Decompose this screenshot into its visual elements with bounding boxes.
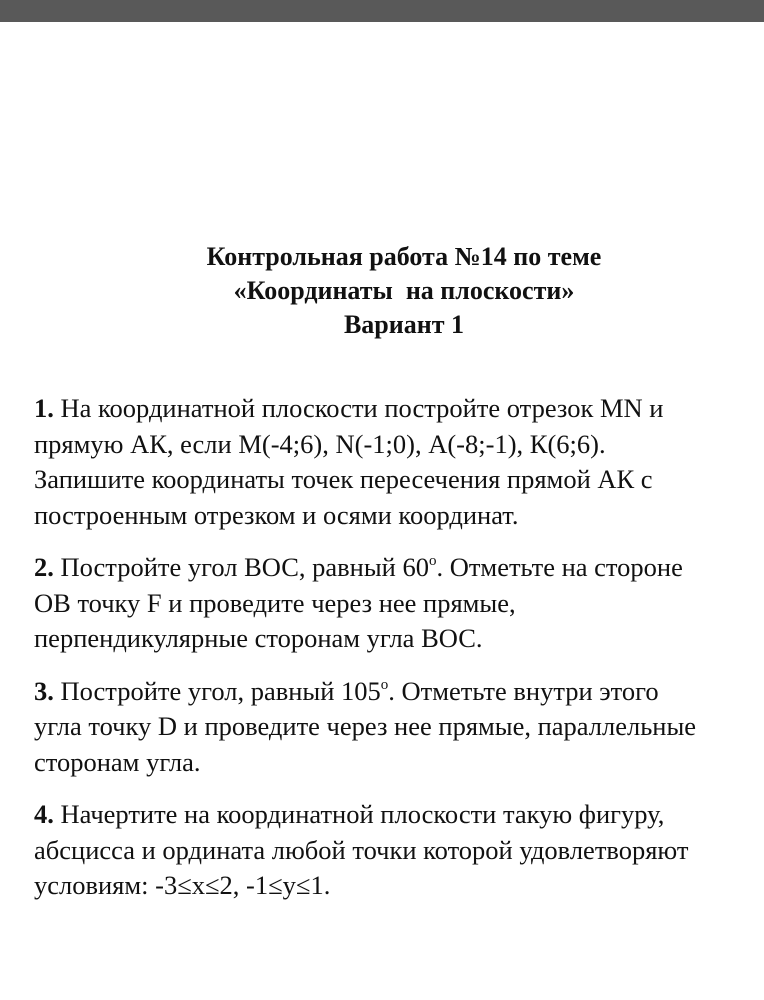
degree-mark: o [380, 676, 389, 693]
task-1-line-2: прямую АК, если М(-4;6), N(-1;0), А(-8;-1), К(6;6). [34, 428, 606, 459]
task-2-line-3: перпендикулярные сторонам угла ВОС. [34, 623, 483, 653]
task-1-line-3: Запишите координаты точек пересечения прямой АК с [34, 464, 653, 494]
task-3-line-1 [34, 674, 764, 710]
task-2-number: 2. [34, 552, 54, 582]
task-2-text-1a: Постройте угол ВОС, равный 60 [53, 552, 429, 582]
task-4-number: 4. [34, 799, 54, 829]
task-4-text-1: Начертите на координатной плоскости такую фигуру, [53, 799, 665, 829]
title-line-1: Контрольная работа №14 по теме [206, 242, 602, 271]
task-2-line-1 [34, 550, 764, 586]
task-list [34, 391, 764, 921]
title-line-2: «Координаты на плоскости» [233, 276, 575, 305]
task-3-text-1a: Постройте угол, равный 105 [53, 675, 381, 706]
task-1 [34, 391, 764, 533]
task-2-line-2: ОВ точку F и проведите через нее прямые, [34, 587, 516, 618]
document-title [0, 240, 764, 342]
title-line-3: Вариант 1 [343, 310, 465, 339]
task-1-number: 1. [34, 393, 54, 423]
task-4 [34, 797, 764, 904]
task-1-text-1: На координатной плоскости постройте отрезок MN и [53, 393, 664, 423]
task-4-line-3: условиям: -3≤x≤2, -1≤у≤1. [34, 870, 331, 900]
task-2 [34, 550, 764, 657]
task-2-text-1b: . Отметьте на стороне [436, 552, 683, 582]
task-3-line-2: угла точку D и проведите через нее прямые, параллельные [34, 711, 697, 741]
top-bar [0, 0, 764, 22]
task-3-text-1b: . Отметьте внутри этого [388, 675, 659, 706]
task-3-line-3: сторонам угла. [34, 746, 201, 777]
degree-mark: o [428, 553, 437, 569]
task-1-line-1 [34, 391, 764, 427]
task-3 [34, 674, 764, 781]
task-3-number: 3. [34, 675, 54, 706]
task-1-line-4: построенным отрезком и осями координат. [34, 499, 519, 530]
task-4-line-1 [34, 797, 764, 833]
task-4-line-2: абсцисса и ордината любой точки которой удовлетворяют [34, 834, 689, 865]
